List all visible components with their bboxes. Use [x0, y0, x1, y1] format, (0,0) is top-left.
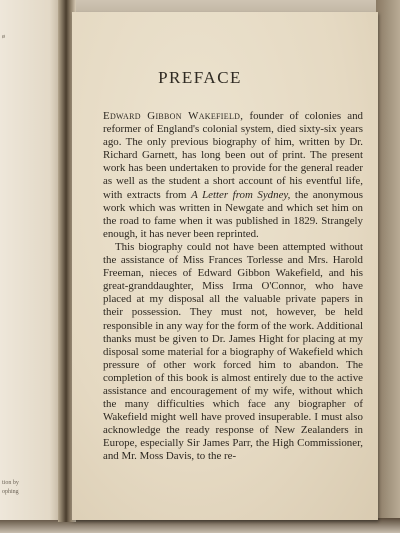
- paragraph-1-text: founder of colonies and reformer of England's colonial system, died sixty-six years ago. The only previous biography of him, written by Dr. Richard Garnett, has long been out of print. The present work has been undertaken to provide for the general reader as well as the student a short account of his eventful life, with extracts from: [103, 110, 363, 201]
- paragraph-2: This biography could not have been attempted without the assistance of Miss Frances Torlesse and Mrs. Harold Freeman, nieces of Edward Gibbon Wakefield, and his great-granddaughter, Miss Irma O'Connor, who have placed at my disposal all the valuable private papers in their possession. They must not, however, be held responsible in any way for the form of the work. Additional thanks must be given to Dr. James Hight for placing at my disposal some material for a biography of Wakefield which pressure of other work forced him to abandon. The completion of this book is almost entirely due to the active assistance and encouragement of my wife, without which the many difficulties which face any biographer of Wakefield might well have proved insuperable. I must also acknowledge the ready response of New Zealanders in Europe, especially Sir James Parr, the High Commissioner, and Mr. Moss Davis, to the re-: [103, 240, 363, 463]
- left-page-fragment: ø: [2, 34, 5, 40]
- paragraph-1-text-end: the anonymous work which was written in Newgate and which set him on the road to fame when it was published in 1829. Strangely enough, it has never been reprinted.: [103, 188, 363, 240]
- preface-body: [103, 110, 363, 464]
- page-title: PREFACE: [158, 68, 242, 87]
- author-name-lead: Edward Gibbon Wakefield,: [103, 110, 244, 122]
- left-page-fragment: ophing: [2, 489, 19, 495]
- paragraph-1: [103, 110, 363, 241]
- book-title-italic: A Letter from Sydney,: [191, 188, 291, 201]
- left-page-fragment: tion by: [2, 480, 19, 486]
